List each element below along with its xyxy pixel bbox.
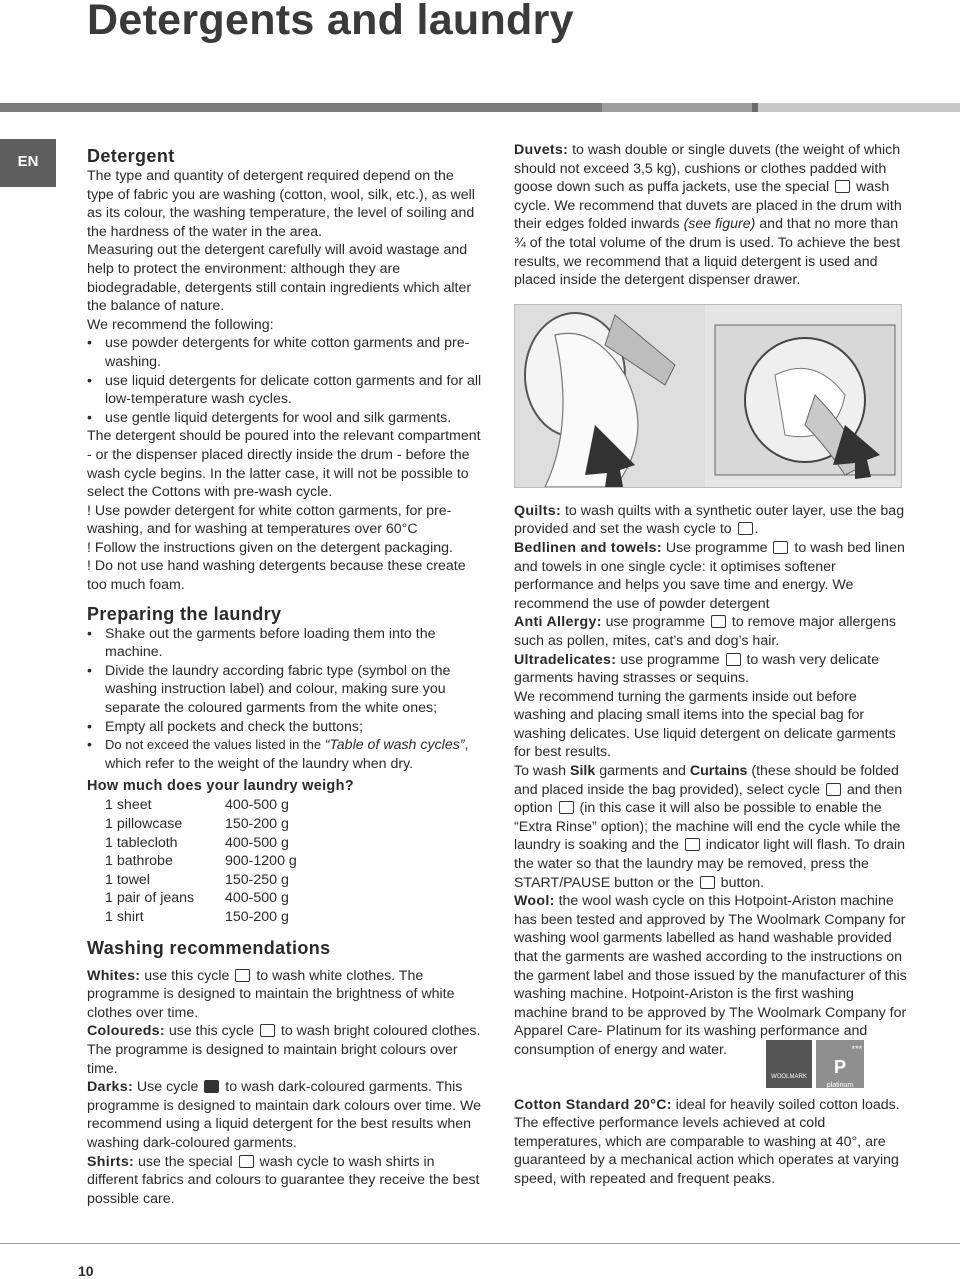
soak-button-icon [700, 876, 715, 889]
table-row: 1 pair of jeans 400-500 g [105, 890, 289, 907]
detergent-heading: Detergent [87, 146, 175, 166]
list-item: • Empty all pockets and check the buttons; [87, 718, 482, 737]
list-item: • Divide the laundry according fabric type (symbol on the washing instruction label) and colour, making sure you separate the coloured garments from the white ones; [87, 662, 482, 718]
preparing-heading: Preparing the laundry [87, 603, 282, 624]
weigh-heading: How much does your laundry weigh? [87, 778, 354, 795]
page-number: 10 [78, 1263, 94, 1279]
detergent-para-1: The type and quantity of detergent required depend on the type of fabric you are washing (cotton, wool, silk, etc.), as well as its colour, the washing temperature, the level of soiling and the hardness of the water in the area. [87, 168, 475, 240]
quilts-para: Quilts: to wash quilts with a synthetic outer layer, use the bag provided and set the wash cycle to . [514, 502, 905, 538]
list-item: • Do not exceed the values listed in the “Table of wash cycles”, which refer to the weight of the laundry when dry. [87, 736, 482, 773]
table-row: 1 towel 150-250 g [105, 871, 289, 888]
duvet-cycle-icon [835, 180, 850, 193]
footer-divider [0, 1243, 960, 1244]
detergent-para-4: The detergent should be poured into the relevant compartment - or the dispenser placed directly inside the drum - before the wash cycle begins. In the latter case, it will not be possible to select the Cottons with pre-wash cycle. [87, 428, 481, 501]
table-row: 1 tablecloth 400-500 g [105, 834, 289, 851]
table-row: 1 shirt 150-200 g [105, 908, 289, 925]
anti-allergy-cycle-icon [711, 615, 726, 628]
darks-cycle-icon [204, 1080, 219, 1093]
list-item: • use gentle liquid detergents for wool and silk garments. [87, 409, 482, 428]
table-row: 1 pillowcase 150-200 g [105, 816, 289, 832]
shirts-para: Shirts: use the special wash cycle to wash shirts in different fabrics and colours to guarantee they receive the best possible care. [87, 1153, 480, 1207]
header-bar [0, 103, 960, 112]
table-row: 1 bathrobe 900-1200 g [105, 853, 297, 870]
page-title: Detergents and laundry [87, 0, 574, 44]
soak-indicator-icon [685, 838, 700, 851]
bedlinen-para: Bedlinen and towels: Use programme to wash bed linen and towels in one single cycle: it optimises softener performance and helps you save time and energy. We recommend the use of powder detergent [514, 539, 905, 612]
warning-2: ! Follow the instructions given on the detergent packaging. [87, 539, 453, 556]
washing-heading: Washing recommendations [87, 937, 331, 958]
right-column [514, 141, 908, 1189]
ultradelicates-para: Ultradelicates: use programme to wash very delicate garments having strasses or sequins. [514, 651, 879, 687]
silk-cycle-icon [826, 783, 841, 796]
warning-1: ! Use powder detergent for white cotton garments, for pre-washing, and for washing at temperatures over 60°C [87, 502, 452, 538]
detergent-list [87, 334, 482, 427]
silk-curtains-para: To wash Silk garments and Curtains (these should be folded and placed inside the bag provided), select cycle and then option (in this case it will also be possible to enable the “Extra Rinse” option); the machine will end the cycle while the laundry is soaking and the indicator light will flash. To drain the water so that the laundry may be removed, press the START/PAUSE button or the button. [514, 763, 905, 891]
table-row: 1 sheet 400-500 g [105, 797, 289, 814]
warning-3: ! Do not use hand washing detergents because these create too much foam. [87, 558, 466, 594]
ultradelicates-cycle-icon [726, 653, 741, 666]
coloureds-cycle-icon [260, 1024, 275, 1037]
ultradelicates-para-2: We recommend turning the garments inside out before washing and placing small items into the special bag for washing delicates. Use liquid detergent on delicate garments for best results. [514, 688, 896, 761]
left-column [87, 145, 482, 1208]
darks-para: Darks: Use cycle to wash dark-coloured garments. This programme is designed to maintain dark colours over time. We recommend using a liquid detergent for the best results when washing dark-coloured garments. [87, 1079, 482, 1151]
detergent-para-2: Measuring out the detergent carefully will avoid wastage and help to protect the environment: although they are biodegradable, detergents still contain ingredients which alter the balance of nature. [87, 242, 472, 315]
whites-para: Whites: use this cycle to wash white clothes. The programme is designed to maintain the brightness of white clothes over time. [87, 967, 455, 1021]
list-item: • Shake out the garments before loading them into the machine. [87, 625, 482, 662]
quilt-cycle-icon [738, 522, 753, 535]
anti-allergy-para: Anti Allergy: use programme to remove major allergens such as pollen, mites, cat’s and dog’s hair. [514, 614, 896, 649]
wool-para: Wool: the wool wash cycle on this Hotpoint-Ariston machine has been tested and approved by The Woolmark Company for washing wool garments labelled as hand washable provided that the garments are washed according to the instructions on the garment label and those issued by the manufacturer of this washing machine. Hotpoint-Ariston is the first washing machine brand to be approved by The Woolmark Company for Apparel Care- Platinum for its washing performance and consumption of energy and water. [514, 893, 907, 1058]
bedlinen-cycle-icon [773, 541, 788, 554]
weights-table [105, 796, 482, 926]
preparing-list [87, 625, 482, 774]
duvets-para: Duvets: to wash double or single duvets (the weight of which should not exceed 3,5 kg), cushions or clothes padded with goose down such as puffa jackets, use the special wash cycle. We recommend that duvets are placed in the drum with their edges folded inwards (see figure) and that no more than ¾ of the total volume of the drum is used. To achieve the best results, we recommend that a liquid detergent is used and placed inside the detergent dispenser drawer. [514, 142, 902, 289]
shirts-cycle-icon [239, 1155, 254, 1168]
whites-cycle-icon [235, 969, 250, 982]
coloureds-para: Coloureds: use this cycle to wash bright coloured clothes. The programme is designed to maintain bright colours over time. [87, 1023, 481, 1077]
platinum-logo: *** P platinum [816, 1040, 864, 1088]
list-item: • use liquid detergents for delicate cotton garments and for all low-temperature wash cycles. [87, 372, 482, 409]
cotton-standard-para: Cotton Standard 20°C: ideal for heavily soiled cotton loads. The effective performance levels achieved at cold temperatures, which are comparable to washing at 40°, are guaranteed by a mechanical action which operates at varying speed, with repeated and frequent peaks. [514, 1096, 900, 1187]
language-tab: EN [0, 139, 56, 187]
list-item: • use powder detergents for white cotton garments and pre-washing. [87, 334, 482, 371]
duvet-loading-image [514, 304, 902, 488]
soak-option-icon [559, 801, 574, 814]
woolmark-logo: WOOLMARK APPAREL CARE [766, 1040, 812, 1088]
detergent-para-3: We recommend the following: [87, 316, 274, 333]
